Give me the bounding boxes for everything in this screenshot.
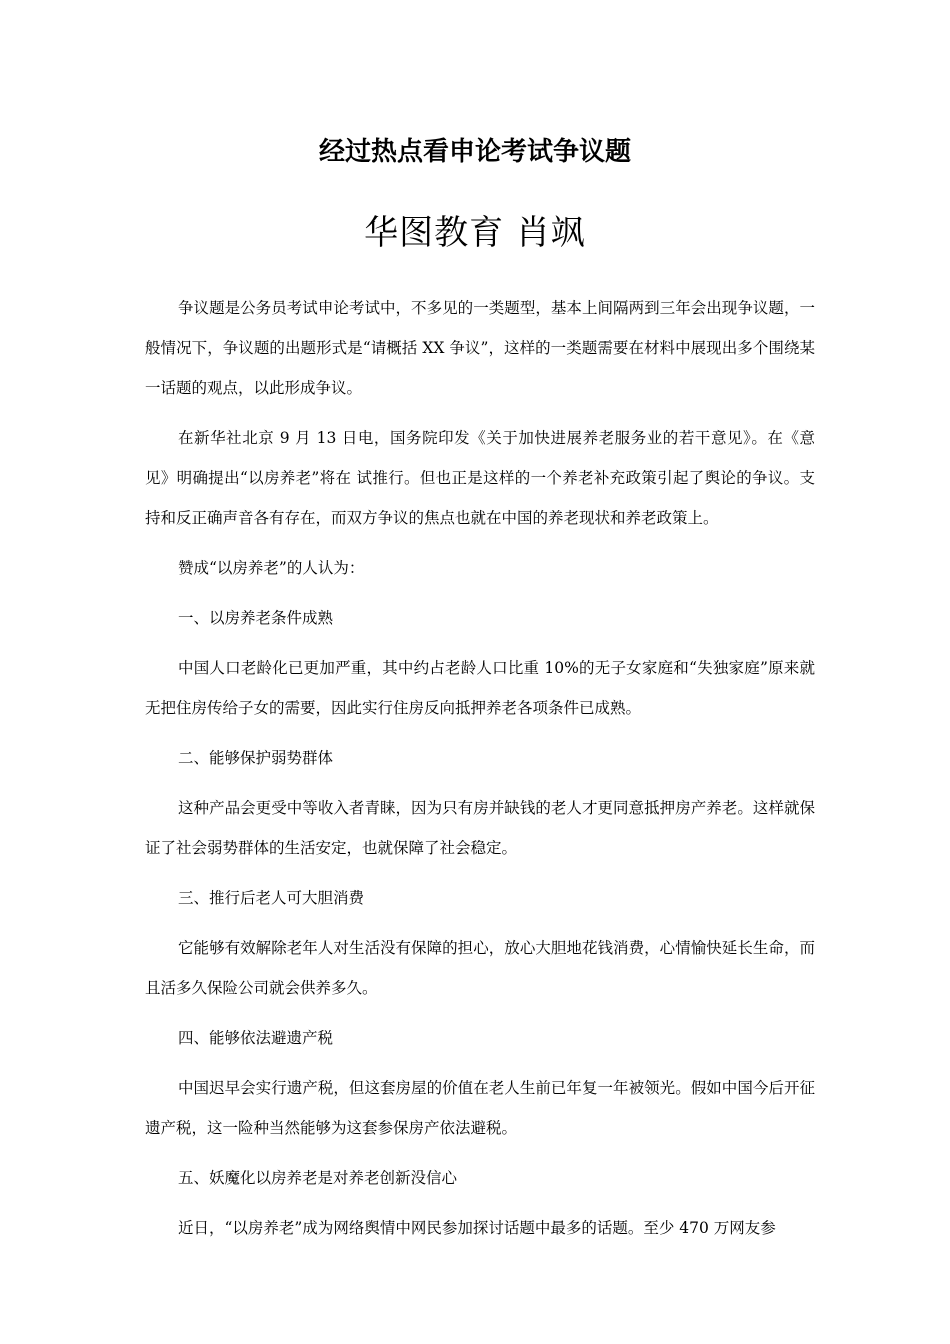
document-author: 华图教育 肖飒	[364, 213, 586, 253]
paragraph-3: 它能够有效解除老年人对生活没有保障的担心，放心大胆地花钱消费，心情愉快延长生命，而且活多久保险公司就会供养多久。	[145, 939, 815, 997]
paragraph-news: 在新华社北京 9 月 13 日电，国务院印发《关于加快进展养老服务业的若干意见》。在《意见》明确提出“以房养老”将在 试推行。但也正是这样的一个养老补充政策引起了舆论的争议。支持和反正确声音各有存在，而双方争议的焦点也就在中国的养老现状和养老政策上。	[145, 429, 815, 527]
section-heading-1: 一、以房养老条件成熟	[178, 609, 334, 627]
paragraph-4: 中国迟早会实行遗产税，但这套房屋的价值在老人生前已年复一年被领光。假如中国今后开征遗产税，这一险种当然能够为这套参保房产依法避税。	[145, 1079, 815, 1137]
paragraph-2: 这种产品会更受中等收入者青睐，因为只有房并缺钱的老人才更同意抵押房产养老。这样就保证了社会弱势群体的生活安定，也就保障了社会稳定。	[145, 799, 815, 857]
paragraph-intro: 争议题是公务员考试申论考试中，不多见的一类题型，基本上间隔两到三年会出现争议题，一般情况下，争议题的出题形式是“请概括 XX 争议”，这样的一类题需要在材料中展现出多个围绕某一话题的观点，以此形成争议。	[145, 299, 815, 397]
section-heading-5: 五、妖魔化以房养老是对养老创新没信心	[178, 1169, 458, 1187]
section-lead: 赞成“以房养老”的人认为：	[178, 559, 365, 577]
document-title: 经过热点看申论考试争议题	[318, 137, 631, 167]
document-body	[145, 288, 815, 1258]
section-heading-2: 二、能够保护弱势群体	[178, 749, 334, 767]
paragraph-1: 中国人口老龄化已更加严重，其中约占老龄人口比重 10%的无子女家庭和“失独家庭”原来就无把住房传给子女的需要，因此实行住房反向抵押养老各项条件已成熟。	[145, 659, 815, 717]
section-heading-4: 四、能够依法避遗产税	[178, 1029, 334, 1047]
section-heading-3: 三、推行后老人可大胆消费	[178, 889, 365, 907]
paragraph-5: 近日，“以房养老”成为网络舆情中网民参加探讨话题中最多的话题。至少 470 万网友参	[178, 1219, 776, 1237]
